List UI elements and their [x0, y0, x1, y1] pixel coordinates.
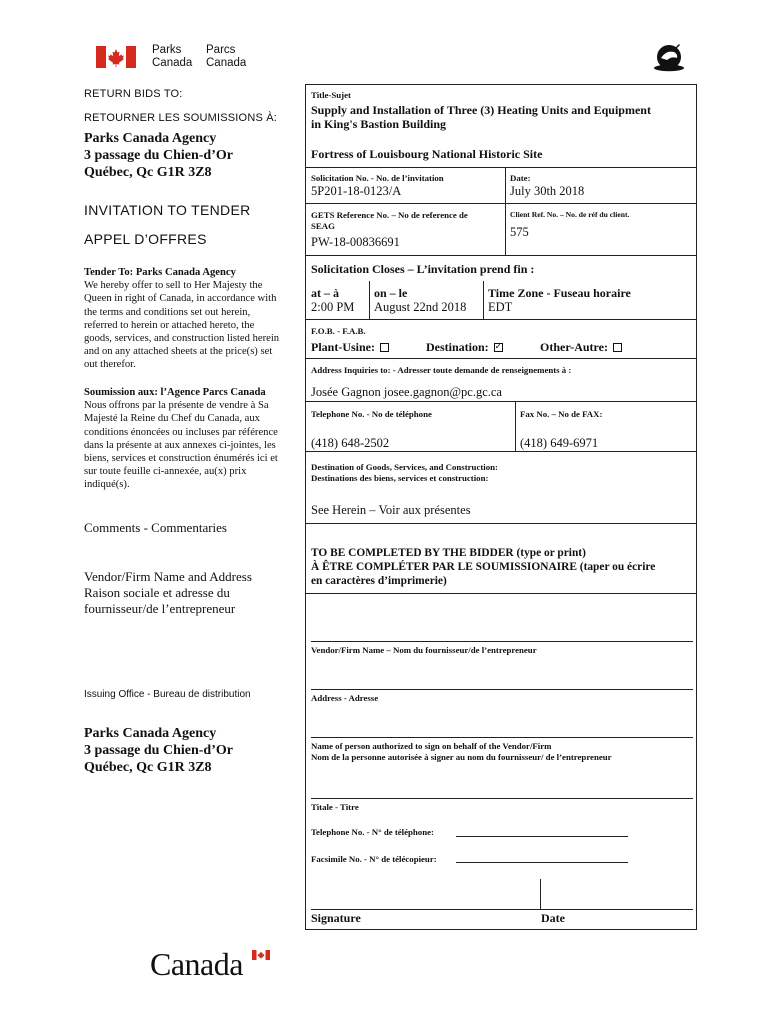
- on-label: on – le: [374, 286, 408, 300]
- return-bids-fr: RETOURNER LES SOUMISSIONS À:: [84, 112, 278, 124]
- at-value: 2:00 PM: [311, 300, 355, 314]
- vendor-label-line: Raison sociale et adresse du: [84, 585, 230, 600]
- tender-form-box: [305, 84, 697, 930]
- soumission-line: Nous offrons par la présente de vendre à Sa: [84, 400, 269, 412]
- soumission-line: biens, services et construction énumérés ici et: [84, 453, 278, 465]
- on-value: August 22nd 2018: [374, 300, 467, 314]
- destination-option[interactable]: [426, 340, 503, 354]
- address-line: 3 passage du Chien-d’Or: [84, 743, 233, 758]
- beaver-emblem-icon: [652, 40, 686, 74]
- agency-en-line1: Parks: [152, 44, 182, 56]
- address-line: Québec, Qc G1R 3Z8: [84, 760, 212, 775]
- agency-fr-line2: Canada: [206, 57, 247, 69]
- address-line: 3 passage du Chien-d’Or: [84, 148, 233, 163]
- solicitation-number: 5P201-18-0123/A: [311, 184, 402, 198]
- gets-label-line: SEAG: [311, 220, 335, 231]
- date-value: July 30th 2018: [510, 184, 585, 198]
- fax-label: Fax No. – No de FAX:: [520, 409, 603, 419]
- bidder-heading-line: TO BE COMPLETED BY THE BIDDER (type or print): [311, 547, 586, 559]
- client-ref-label: Client Ref. No. – No. de réf du client.: [510, 210, 630, 219]
- bidder-phone-field[interactable]: [456, 836, 628, 837]
- vendor-name-field[interactable]: [311, 641, 693, 642]
- gets-label-line: GETS Reference No. – No de reference de: [311, 210, 468, 220]
- tender-line: out therefor.: [84, 359, 136, 371]
- address-line: Parks Canada Agency: [84, 726, 217, 741]
- tender-line: Queen in right of Canada, in accordance with: [84, 293, 277, 305]
- soumission-line: sur toute feuille ci-annexée, au(x) prix: [84, 466, 247, 478]
- authorized-person-label: [311, 741, 693, 762]
- bidder-heading-line: À ÊTRE COMPLÉTER PAR LE SOUMISSIONAIRE (taper ou écrire: [311, 561, 656, 573]
- title-field-label: Titale - Titre: [311, 802, 359, 812]
- phone-value: (418) 648-2502: [311, 436, 390, 450]
- canada-flag-icon: [96, 46, 136, 68]
- wordmark-flag-icon: [252, 950, 270, 960]
- fob-label: F.O.B. - F.A.B.: [311, 326, 366, 336]
- authorized-line: Name of person authorized to sign on behalf of the Vendor/Firm: [311, 741, 552, 751]
- other-checkbox[interactable]: [613, 343, 622, 352]
- destination-goods-line: Destination of Goods, Services, and Construction:: [311, 462, 498, 472]
- client-ref-value: 575: [510, 225, 529, 239]
- fax-value: (418) 649-6971: [520, 436, 599, 450]
- title-label: Title-Sujet: [311, 90, 351, 100]
- vendor-label-line: fournisseur/de l’entrepreneur: [84, 601, 236, 616]
- date-label: Date:: [510, 173, 531, 183]
- signature-date-label: Date: [541, 911, 565, 925]
- invitation-title-en: INVITATION TO TENDER: [84, 202, 251, 218]
- tender-line: goods, services, and construction listed herein: [84, 333, 280, 345]
- agency-name-en: [152, 44, 192, 70]
- soumission-line: conditions énoncées ou incluses par référence: [84, 426, 278, 438]
- agency-name-fr: [206, 44, 246, 70]
- at-label: at – à: [311, 286, 339, 300]
- vendor-address-label: Address - Adresse: [311, 693, 379, 703]
- destination-label: Destination:: [426, 340, 489, 354]
- other-option[interactable]: [540, 340, 622, 354]
- tender-heading: Tender To: Parks Canada Agency: [84, 267, 236, 278]
- tender-line: We hereby offer to sell to Her Majesty the: [84, 280, 263, 292]
- solicitation-label: Solicitation No. - No. de l’invitation: [311, 173, 444, 183]
- address-line: Québec, Qc G1R 3Z8: [84, 165, 212, 180]
- site-name: Fortress of Louisbourg National Historic Site: [311, 147, 543, 161]
- invitation-title-fr: APPEL D’OFFRES: [84, 231, 207, 247]
- return-address: [84, 130, 233, 181]
- soumission-heading: Soumission aux: l’Agence Parcs Canada: [84, 387, 266, 398]
- timezone-value: EDT: [488, 300, 513, 314]
- gets-label: [311, 210, 501, 231]
- canada-wordmark: Canada: [150, 946, 243, 982]
- other-label: Other-Autre:: [540, 340, 608, 354]
- vendor-name-label: Vendor/Firm Name – Nom du fournisseur/de l’entrepreneur: [311, 645, 537, 655]
- vendor-label: [84, 569, 252, 617]
- plant-label: Plant-Usine:: [311, 340, 375, 354]
- destination-checkbox[interactable]: [494, 343, 503, 352]
- tender-line: referred to herein or attached hereto, the: [84, 319, 255, 331]
- agency-en-line2: Canada: [152, 57, 193, 69]
- tender-title-line: in King's Bastion Building: [311, 117, 447, 131]
- gets-value: PW-18-00836691: [311, 235, 400, 249]
- issuing-office-label: Issuing Office - Bureau de distribution: [84, 689, 251, 700]
- bidder-phone-label: Telephone No. - N° de téléphone:: [311, 827, 434, 837]
- address-inquiries-label: Address Inquiries to: - Adresser toute demande de renseignements à :: [311, 365, 572, 375]
- plant-checkbox[interactable]: [380, 343, 389, 352]
- phone-label: Telephone No. - No de téléphone: [311, 409, 432, 419]
- authorized-line: Nom de la personne autorisée à signer au nom du fournisseur/ de l’entrepreneur: [311, 751, 612, 762]
- address-line: Parks Canada Agency: [84, 131, 217, 146]
- contact-value: Josée Gagnon josee.gagnon@pc.gc.ca: [311, 385, 502, 399]
- bidder-fax-label: Facsimile No. - N° de télécopieur:: [311, 854, 437, 864]
- tender-title-line: Supply and Installation of Three (3) Heating Units and Equipment: [311, 103, 651, 117]
- signature-label: Signature: [311, 911, 361, 925]
- bidder-heading: [311, 546, 693, 588]
- vendor-label-line: Vendor/Firm Name and Address: [84, 569, 252, 584]
- tender-line: the terms and conditions set out herein,: [84, 306, 251, 318]
- destination-goods-line: Destinations des biens, services et construction:: [311, 472, 489, 483]
- agency-fr-line1: Parcs: [206, 44, 236, 56]
- soumission-line: dans la présente at aux annexes ci-jointes, les: [84, 439, 276, 451]
- tender-line: and on any attached sheets at the price(s) set: [84, 346, 273, 358]
- tender-title: [311, 103, 691, 131]
- bidder-fax-field[interactable]: [456, 862, 628, 863]
- plant-option[interactable]: [311, 340, 389, 354]
- issuing-address: [84, 725, 233, 776]
- destination-goods-label: [311, 462, 498, 483]
- comments-label: Comments - Commentaries: [84, 520, 227, 535]
- return-bids-en: RETURN BIDS TO:: [84, 88, 183, 100]
- destination-goods-value: See Herein – Voir aux présentes: [311, 503, 471, 517]
- signature-field[interactable]: [311, 909, 693, 910]
- soumission-line: Majesté la Reine du Chef du Canada, aux: [84, 413, 260, 425]
- title-field[interactable]: [311, 798, 693, 799]
- vendor-address-field[interactable]: [311, 689, 693, 690]
- authorized-person-field[interactable]: [311, 737, 693, 738]
- soumission-line: indiqué(s).: [84, 479, 130, 491]
- bidder-heading-line: en caractères d’imprimerie): [311, 575, 447, 587]
- closes-label: Solicitation Closes – L’invitation prend fin :: [311, 262, 535, 276]
- timezone-label: Time Zone - Fuseau horaire: [488, 286, 631, 300]
